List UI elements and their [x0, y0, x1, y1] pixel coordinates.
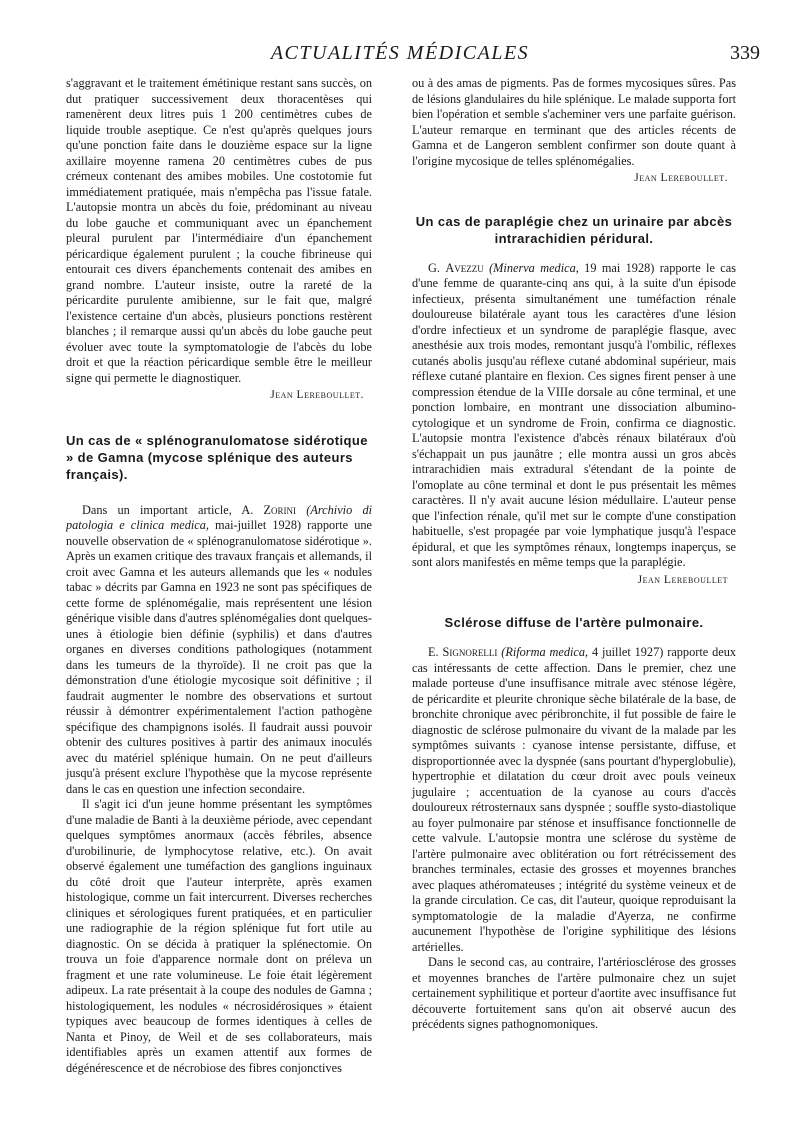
running-title: ACTUALITÉS MÉDICALES: [270, 42, 530, 64]
article-body: mai-juillet 1928) rapporte une nouvelle observation de « splénogranulomatose sidérotique ». Après un examen critique des travaux français et allemands, il croit avec Gamna et les auteurs allemands que les « nodules tabac » décrits par Gamna en 1923 ne sont pas spécifiques de cette forme de splénomégalie, mais représentent une lésion générique visible dans d'autres splénomégalies dont quelques-unes à étiologie bien définie (syphilis) et dans d'autres organes en diverses conditions pathologiques (notamment dans les tumeurs de la thyroïde). Il ne croit pas que la démonstration d'une étiologie mycosique soit définitive ; il faudrait augmenter le nombre des observations et surtout réussir à démontrer expérimentalement l'action pathogène spécifique des champignons isolés. Il faudrait aussi pouvoir obtenir des cultures positives à partir des animaux inoculés avec du matériel splénique humain. On ne peut d'ailleurs jusqu'à présent exclure l'hypothèse que la mycose représente dans le cas en question une infection secondaire.: [66, 518, 372, 796]
article-paragraph: Il s'agit ici d'un jeune homme présentant les symptômes d'une maladie de Banti à la deuxième période, avec cependant quelques symptômes anormaux (accès fébriles, absence d'urobilinurie, de lymphocytose relative, etc.). On avait observé également une tuméfaction des ganglions inguinaux du côté droit que l'auteur interprète, après examen histologique, comme un fait intercurrent. Diverses recherches cliniques et sérologiques furent pratiquées, et en particulier une radiographie de la région splénique fut fort utile au diagnostic. On se décida à pratiquer la splénectomie. On trouva un foie d'apparence normale dont on préleva un fragment et une rate volumineuse. Le foie était légèrement adipeux. La rate présentait à la coupe des nodules de Gamna ; histologiquement, les nodules « nécrosidérosiques » étaient typiques avec beaucoup de formes identiques à celles de Nanta et Pinoy, de Weil et de ses collaborateurs, mais identifiables après un examen attentif aux formes de dégénérescence et de nécrobiose des fibres conjonctives: [66, 797, 372, 1075]
article-heading: Un cas de paraplégie chez un urinaire par abcès intrarachidien péridural.: [415, 213, 733, 246]
article-heading: Un cas de « splénogranulomatose sidérotique » de Gamna (mycose splénique des auteurs français).: [66, 432, 368, 482]
author-signature: Jean Lereboullet.: [634, 172, 728, 184]
article-paragraph: [412, 261, 736, 571]
article-paragraph: Dans le second cas, au contraire, l'artériosclérose des grosses et moyennes branches de l'artère pulmonaire chez un sujet certainement syphilitique et porteur d'aortite avec insuffisance fut découverte fortuitement sans qu'on ait observé aucun des précédents signes pathognomoniques.: [412, 955, 736, 1031]
continued-paragraph: ou à des amas de pigments. Pas de formes mycosiques sûres. Pas de lésions glandulaires du hile splénique. Le malade supporta fort bien l'opération et semble s'acheminer vers une parfaite guérison. L'auteur remarque en terminant que des articles récents de Gamna et de Langeron semblent confirmer son doute quant à l'origine mycosique de telles splénomégalies.: [412, 76, 736, 168]
author-name: Avezzu: [445, 260, 484, 275]
continued-paragraph: s'aggravant et le traitement émétinique restant sans succès, on dut pratiquer successivement deux thoracentèses qui ramenèrent deux litres puis 1 200 centimètres cubes de liquide trouble aseptique. Ce n'est qu'après quelques jours qu'une ponction faite dans le douzième espace sur la ligne axillaire moyenne ramena 20 centimètres cubes de pus crémeux contenant des amibes mobiles. Une costotomie fut immédiatement pratiquée, mais n'empêcha pas l'issue fatale. L'autopsie montra un abcès du foie, prédominant au niveau du lobe gauche et communiquant avec un épanchement pleural purulent par l'intermédiaire d'un épanchement péricardique également purulent ; la couche fibrineuse qui entourait ces divers épanchements contenait des amibes en grand nombre. L'auteur insiste, outre la rareté de la péricardite purulente amibienne, sur le fait que, malgré l'existence certaine d'un abcès, plusieurs ponctions restèrent blanches ; il remarque aussi qu'un abcès du lobe gauche peut évoluer avec toute la symptomatologie de l'abcès du lobe droit et que la réaction péricardique semble être le meilleur signe qui permette le diagnostiquer.: [66, 76, 372, 385]
left-column: [66, 76, 372, 1076]
author-name: Signorelli: [442, 645, 498, 659]
article-paragraph: [412, 645, 736, 955]
page-header: [0, 42, 800, 72]
article-heading: Sclérose diffuse de l'artère pulmonaire.: [444, 615, 704, 630]
article-body: 4 juillet 1927) rapporte deux cas intéressants de cette affection. Dans le premier, chez une malade porteuse d'une insuffisance mitrale avec sténose légère, de péricardite et pleurite chronique sèche bilatérale de la base, de bronchite chronique avec péribronchite, il fut possible de faire le diagnostic de sclérose pulmonaire du vivant de la malade par les symptômes suivants : cyanose intense persistante, diffuse, et disproportionnée avec la dyspnée (sans pourtant d'hyperglobulie), hypertrophie et dilatation du cœur droit avec pouls veineux jugulaire ; accentuation de la cyanose au cours d'accès douloureux rétrosternaux sans dyspnée ; souffle systo-diastolique au foyer pulmonaire par sténose et insuffisance fonctionnelle de cette valvule. L'autopsie montra une sclérose du système de l'artère pulmonaire avec oblitération ou fort rétrécissement des branches terminales, ectasie des grosses et moyennes branches avec plaques athéromateuses ; intégrité du système veineux et de la grande circulation. Ce cas, dit l'auteur, quoique reproduisant la symptomatologie de la maladie d'Ayerza, ne confirme aucunement l'hypothèse de l'origine syphilitique des lésions artérielles.: [412, 645, 736, 954]
author-signature: Jean Lereboullet.: [270, 389, 364, 401]
journal-citation: (Archivio di patologia e clinica medica,: [66, 502, 373, 532]
intro-text: Dans un important article, A.: [82, 502, 264, 517]
article-paragraph: [66, 503, 372, 798]
right-column: [412, 76, 736, 1033]
page-number: 339: [730, 42, 760, 64]
intro-text: E.: [428, 645, 443, 659]
author-signature: Jean Lereboullet: [637, 573, 728, 586]
intro-text: G.: [428, 260, 446, 275]
article-body: 19 mai 1928) rapporte le cas d'une femme de quarante-cinq ans qui, à la suite d'un épisode infectieux, présenta simultanément une tuméfaction rénale douloureuse bilatérale ayant tous les caractères d'une lésion d'ordre infectieux et un syndrome de paraplégie flasque, avec anesthésie aux trois modes, remontant jusqu'à l'ombilic, réflexes cutanés abolis jusqu'au réflexe cutané abdominal supérieur, mais réflexe cutané plantaire en flexion. Ces signes firent penser à une compression étendue de la VIIIe dorsale au cône terminal, et une ponction lombaire, en montrant une dissociation albumino-cytologique et un syndrome de Froin, confirma ce diagnostic. L'autopsie montra l'existence d'abcès rénaux bilatéraux d'où s'échappait un pus jaunâtre ; elle montra aussi un gros abcès intrarachidien mais extradural s'étendant de la pointe de l'omoplate au cône terminal et dont le pus présentait les mêmes caractères. Il n'y avait aucune lésion médullaire. L'auteur pense que l'infection rénale, qu'il met sur le compte d'une constipation habituelle, s'est propagée par voie lymphatique jusqu'à l'espace épidural, et que les symptômes rénaux, longtemps inaperçus, se sont alors manifestés en même temps que la paraplégie.: [412, 260, 736, 569]
journal-citation: (Riforma medica,: [501, 645, 589, 659]
author-name: Zorini: [263, 502, 297, 517]
journal-citation: (Minerva medica,: [489, 260, 579, 275]
